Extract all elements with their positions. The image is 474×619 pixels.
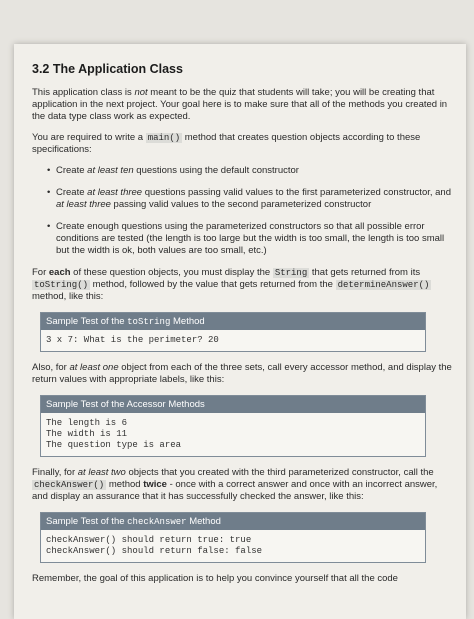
checkanswer-paragraph: Finally, for at least two objects that you created with the third parameterized constructor, call the checkAnswer() method twice - once with a correct answer and once with an incorrect answer, and display an assurance that it has successfully checked the answer, like this:: [32, 467, 438, 502]
code-sample: checkAnswer() should return true: true checkAnswer() should return false: false: [41, 530, 425, 562]
accessor-paragraph: Also, for at least one object from each of the three sets, call every accessor method, and display the return values with appropriate labels, like this:: [32, 362, 452, 385]
display-paragraph: For each of these question objects, you must display the String that gets returned from its toString() method, followed by the value that gets returned from the determineAnswer() method, like this:: [32, 267, 430, 302]
inline-code-string: String: [274, 268, 308, 278]
requirements-paragraph: You are required to write a main() method that creates question objects according to these specifications:: [32, 132, 421, 155]
checkanswer-sample-box: [40, 512, 426, 563]
inline-code-main: main(): [147, 133, 181, 143]
box-title: Sample Test of the checkAnswer Method: [41, 513, 425, 530]
page-content: [32, 62, 452, 594]
closing-paragraph: Remember, the goal of this application is to help you convince yourself that all the code: [32, 573, 398, 584]
box-title: Sample Test of the Accessor Methods: [41, 396, 425, 413]
list-item: • Create at least three questions passing valid values to the first parameterized constructor, and at least three passing valid values to the second parameterized constructor: [56, 187, 452, 211]
inline-code-determineanswer: determineAnswer(): [337, 280, 430, 290]
intro-paragraph: This application class is not meant to be the quiz that students will take; you will be creating that application in the next project. Your goal here is to make sure that all of the methods you created in the data type class work as expected.: [32, 87, 448, 122]
list-item: • Create at least ten questions using the default constructor: [56, 165, 452, 177]
inline-code-tostring: toString(): [34, 280, 89, 290]
accessor-sample-box: [40, 395, 426, 457]
list-item: • Create enough questions using the parameterized constructors so that all possible error conditions are tested (the length is too large but the width is too small, the length is too small but the width is ok, both values are too small, etc.): [56, 221, 452, 257]
inline-code-checkanswer: checkAnswer(): [34, 480, 105, 490]
document-page: [14, 44, 466, 619]
tostring-sample-box: [40, 312, 426, 352]
code-sample: The length is 6 The width is 11 The question type is area: [41, 413, 425, 456]
section-heading: 3.2 The Application Class: [32, 62, 183, 76]
requirements-list: [32, 165, 452, 257]
box-title: Sample Test of the toString Method: [41, 313, 425, 330]
code-sample: 3 x 7: What is the perimeter? 20: [41, 330, 425, 351]
